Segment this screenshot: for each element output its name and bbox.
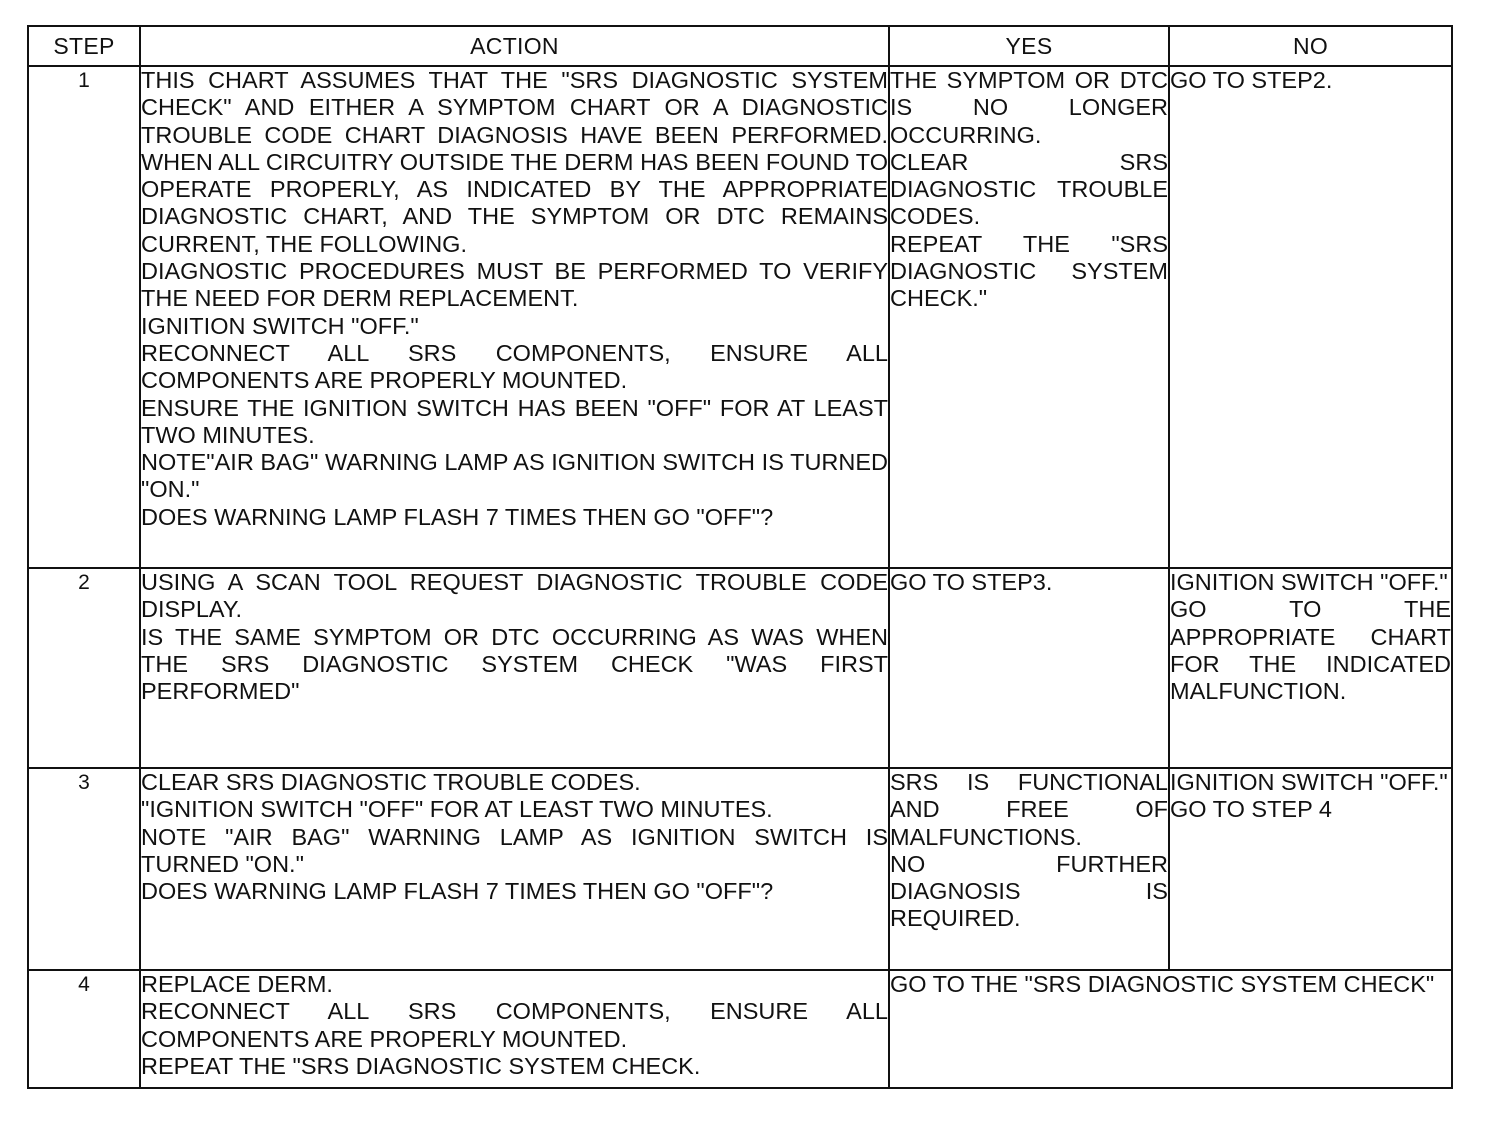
step-number: 3 bbox=[28, 768, 140, 970]
header-no: NO bbox=[1169, 26, 1452, 66]
no-cell bbox=[1169, 768, 1452, 970]
action-text: NOTE "AIR BAG" WARNING LAMP AS IGNITION SWITCH IS TURNED "ON." bbox=[141, 823, 888, 877]
action-text: IGNITION SWITCH "OFF." bbox=[141, 312, 419, 339]
action-text: DIAGNOSTIC PROCEDURES MUST BE PERFORMED TO VERIFY THE NEED FOR DERM REPLACEMENT. bbox=[141, 258, 888, 312]
yes-text: THE SYMPTOM OR DTC IS NO LONGER OCCURRING. bbox=[890, 67, 1168, 148]
table-row bbox=[28, 970, 1452, 1088]
action-text: CLEAR SRS DIAGNOSTIC TROUBLE CODES. bbox=[141, 769, 641, 795]
action-text: IS THE SAME SYMPTOM OR DTC OCCURRING AS WAS WHEN THE SRS DIAGNOSTIC SYSTEM CHECK "WAS FIRST PERFORMED" bbox=[141, 623, 888, 705]
table-row bbox=[28, 768, 1452, 970]
yes-text: GO TO STEP3. bbox=[890, 569, 1053, 595]
no-cell bbox=[1169, 66, 1452, 568]
step-number: 4 bbox=[28, 970, 140, 1088]
header-step: STEP bbox=[28, 26, 140, 66]
action-text: DOES WARNING LAMP FLASH 7 TIMES THEN GO "OFF"? bbox=[141, 503, 774, 530]
yes-cell bbox=[889, 768, 1169, 970]
yes-text: CLEAR SRS DIAGNOSTIC TROUBLE CODES. bbox=[890, 148, 1168, 230]
action-text: REPLACE DERM. bbox=[141, 971, 333, 997]
no-cell bbox=[1169, 568, 1452, 768]
yes-text: SRS IS FUNCTIONAL AND FREE OF MALFUNCTIONS. bbox=[890, 769, 1168, 850]
table-row bbox=[28, 66, 1452, 568]
action-cell bbox=[140, 970, 889, 1088]
action-text: ENSURE THE IGNITION SWITCH HAS BEEN "OFF" FOR AT LEAST TWO MINUTES. bbox=[141, 394, 888, 448]
action-text: THIS CHART ASSUMES THAT THE "SRS DIAGNOSTIC SYSTEM CHECK" AND EITHER A SYMPTOM CHART OR A DIAGNOSTIC TROUBLE CODE CHART DIAGNOSIS HAVE BEEN PERFORMED. WHEN ALL CIRCUITRY OUTSIDE THE DERM HAS BEEN FOUND TO OPERATE PROPERLY, AS INDICATED BY THE APPROPRIATE DIAGNOSTIC CHART, AND THE SYMPTOM OR DTC REMAINS CURRENT, THE FOLLOWING. bbox=[141, 67, 888, 257]
step-number: 2 bbox=[28, 568, 140, 768]
action-cell bbox=[140, 66, 889, 568]
action-text: "IGNITION SWITCH "OFF" FOR AT LEAST TWO MINUTES. bbox=[141, 796, 773, 823]
action-cell bbox=[140, 568, 889, 768]
yes-no-merged-cell bbox=[889, 970, 1452, 1088]
no-text: IGNITION SWITCH "OFF." bbox=[1170, 569, 1448, 595]
action-text: REPEAT THE "SRS DIAGNOSTIC SYSTEM CHECK. bbox=[141, 1052, 701, 1079]
no-text: GO TO THE APPROPRIATE CHART FOR THE INDICATED MALFUNCTION. bbox=[1170, 596, 1451, 705]
table-row bbox=[28, 568, 1452, 768]
action-text: RECONNECT ALL SRS COMPONENTS, ENSURE ALL COMPONENTS ARE PROPERLY MOUNTED. bbox=[141, 339, 888, 394]
diagnostic-chart-table bbox=[27, 25, 1453, 1089]
yes-cell bbox=[889, 568, 1169, 768]
no-text: GO TO STEP 4 bbox=[1170, 796, 1332, 823]
action-text: DOES WARNING LAMP FLASH 7 TIMES THEN GO "OFF"? bbox=[141, 878, 774, 905]
action-text: USING A SCAN TOOL REQUEST DIAGNOSTIC TROUBLE CODE DISPLAY. bbox=[141, 569, 888, 623]
yes-text: NO FURTHER DIAGNOSIS IS REQUIRED. bbox=[890, 850, 1168, 932]
action-text: RECONNECT ALL SRS COMPONENTS, ENSURE ALL COMPONENTS ARE PROPERLY MOUNTED. bbox=[141, 998, 888, 1052]
table-header-row bbox=[28, 26, 1452, 66]
step-number: 1 bbox=[28, 66, 140, 568]
no-text: GO TO STEP2. bbox=[1170, 67, 1333, 93]
header-action: ACTION bbox=[140, 26, 889, 66]
yes-cell bbox=[889, 66, 1169, 568]
action-cell bbox=[140, 768, 889, 970]
yes-text: REPEAT THE "SRS DIAGNOSTIC SYSTEM CHECK." bbox=[890, 230, 1168, 312]
header-yes: YES bbox=[889, 26, 1169, 66]
action-text: NOTE"AIR BAG" WARNING LAMP AS IGNITION SWITCH IS TURNED "ON." bbox=[141, 449, 888, 503]
result-text: GO TO THE "SRS DIAGNOSTIC SYSTEM CHECK" bbox=[890, 971, 1435, 997]
no-text: IGNITION SWITCH "OFF." bbox=[1170, 769, 1448, 795]
